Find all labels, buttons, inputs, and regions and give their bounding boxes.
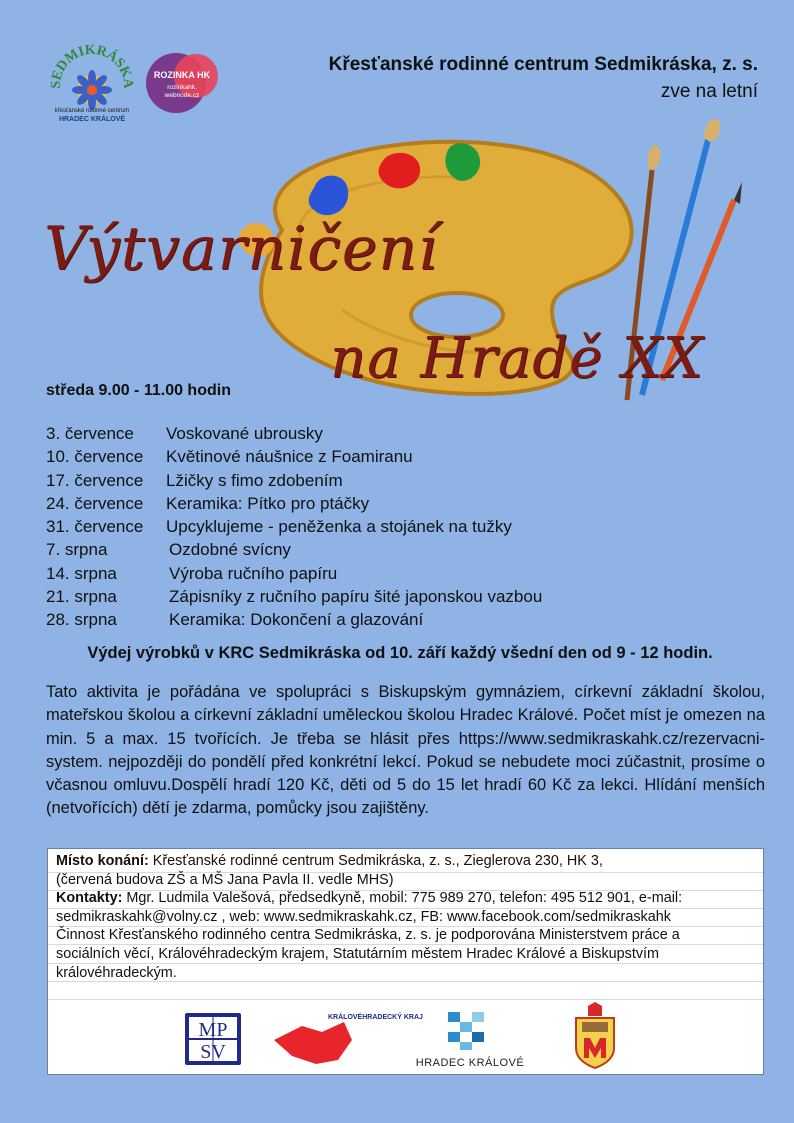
sedmikraska-logo bbox=[46, 42, 138, 124]
invitation-subtitle: zve na letní bbox=[660, 81, 758, 102]
contact-label: Kontakty: bbox=[56, 890, 123, 907]
schedule-date: 10. července bbox=[46, 447, 144, 467]
sedmikraska-sub1: křesťanské rodinné centrum bbox=[54, 108, 130, 114]
schedule-date: 21. srpna bbox=[46, 587, 117, 607]
schedule-activity: Výroba ručního papíru bbox=[169, 563, 338, 583]
pickup-notice: Výdej výrobků v KRC Sedmikráska od 10. září každý všední den od 9 - 12 hodin. bbox=[87, 644, 713, 662]
mpsv-logo bbox=[184, 1012, 242, 1066]
kraj-text: KRÁLOVÉHRADECKÝ KRAJ bbox=[328, 1014, 423, 1021]
place-text: Křesťanské rodinné centrum Sedmikráska, z. s., Zieglerova 230, HK 3, bbox=[148, 853, 603, 869]
event-title-line2: na Hradě XX bbox=[330, 326, 704, 391]
about-paragraph: Tato aktivita je pořádána ve spolupráci s Biskupským gymnáziem, církevní základní školou, mateřskou školou a církevní základní uměleckou školou Hradec Králové. Počet míst je omezen na min. 5 a max. 15 tvořících. Je třeba se hlásit přes https://www.sedmikraskahk.cz/rezervacni-system. nejpozději do pondělí před konkrétní lekcí. Pokud se nebudete moci zúčastnit, prosíme o včasnou omluvu.Dospělí hradí 120 Kč, děti od 5 do 15 let hradí 60 Kč za lekci. Hlídání menších (netvořících) dětí je zdarma, pomůcky jsou zajištěny. bbox=[46, 683, 765, 818]
support-line-1: Činnost Křesťanského rodinného centra Sedmikráska, z. s. je podporována Ministerstvem práce a bbox=[56, 927, 680, 944]
schedule-activity: Keramika: Dokončení a glazování bbox=[169, 610, 424, 630]
schedule-row bbox=[46, 608, 646, 631]
rozinka-web2: webnode.cz bbox=[164, 92, 200, 99]
schedule-row bbox=[46, 538, 646, 561]
schedule-activity: Keramika: Pítko pro ptáčky bbox=[166, 493, 370, 513]
hk-text: HRADEC KRÁLOVÉ bbox=[415, 1057, 525, 1069]
event-time: středa 9.00 - 11.00 hodin bbox=[46, 382, 231, 399]
event-title-line1: Výtvarničení bbox=[44, 214, 439, 284]
schedule-row bbox=[46, 562, 646, 585]
schedule-date: 17. července bbox=[46, 470, 144, 490]
rozinka-web1: rozinkahk. bbox=[167, 84, 197, 91]
schedule-row bbox=[46, 445, 646, 468]
schedule-list bbox=[46, 422, 646, 632]
schedule-activity: Voskované ubrousky bbox=[166, 424, 323, 443]
place-line bbox=[56, 852, 756, 871]
mpsv-top: MP bbox=[198, 1019, 228, 1041]
biskupstvi-logo bbox=[566, 1002, 624, 1068]
rozinka-title: ROZINKA HK bbox=[153, 70, 211, 80]
place-line-2: (červená budova ZŠ a MŠ Jana Pavla II. vedle MHS) bbox=[56, 871, 394, 888]
hradec-kralove-logo bbox=[400, 1008, 540, 1072]
schedule-date: 31. července bbox=[46, 517, 144, 537]
support-line-2: sociálních věcí, Královéhradeckým krajem, Statutárním městem Hradec Králové a Biskupstvím bbox=[56, 945, 660, 962]
hk-emblem-icon bbox=[448, 1012, 484, 1050]
schedule-row bbox=[46, 585, 646, 608]
schedule-activity: Zápisníky z ručního papíru šité japonskou vazbou bbox=[169, 587, 543, 607]
contact-line bbox=[56, 889, 756, 908]
organizer-title: Křesťanské rodinné centrum Sedmikráska, z. s. bbox=[328, 54, 758, 75]
kralovehradecky-kraj-logo bbox=[272, 1010, 423, 1066]
schedule-row bbox=[46, 515, 646, 538]
support-line-3: královéhradeckým. bbox=[56, 964, 177, 981]
schedule-date: 14. srpna bbox=[46, 563, 117, 583]
schedule-date: 3. července bbox=[46, 424, 134, 443]
schedule-row bbox=[46, 469, 646, 492]
schedule-activity: Ozdobné svícny bbox=[169, 540, 291, 560]
schedule-date: 24. července bbox=[46, 493, 144, 513]
schedule-row bbox=[46, 422, 646, 445]
info-text bbox=[56, 852, 756, 982]
sedmikraska-arc-text: SEDMIKRÁSKA bbox=[48, 42, 136, 90]
schedule-date: 7. srpna bbox=[46, 540, 108, 560]
schedule-date: 28. srpna bbox=[46, 610, 117, 630]
sedmikraska-sub2: HRADEC KRÁLOVÉ bbox=[58, 116, 126, 123]
place-label: Místo konání: bbox=[56, 853, 149, 869]
schedule-activity: Upcyklujeme - peněženka a stojánek na tužky bbox=[166, 517, 512, 537]
contact-text: Mgr. Ludmila Valešová, předsedkyně, mobil: 775 989 270, telefon: 495 512 901, e-mail: bbox=[122, 890, 683, 907]
schedule-activity: Lžičky s fimo zdobením bbox=[166, 470, 343, 490]
schedule-row bbox=[46, 492, 646, 515]
rozinka-logo bbox=[146, 52, 224, 114]
contact-line-2: sedmikraskahk@volny.cz , web: www.sedmikraskahk.cz, FB: www.facebook.com/sedmikraskahk bbox=[56, 908, 671, 925]
mpsv-bottom: SV bbox=[200, 1041, 226, 1063]
schedule-activity: Květinové náušnice z Foamiranu bbox=[166, 447, 413, 467]
